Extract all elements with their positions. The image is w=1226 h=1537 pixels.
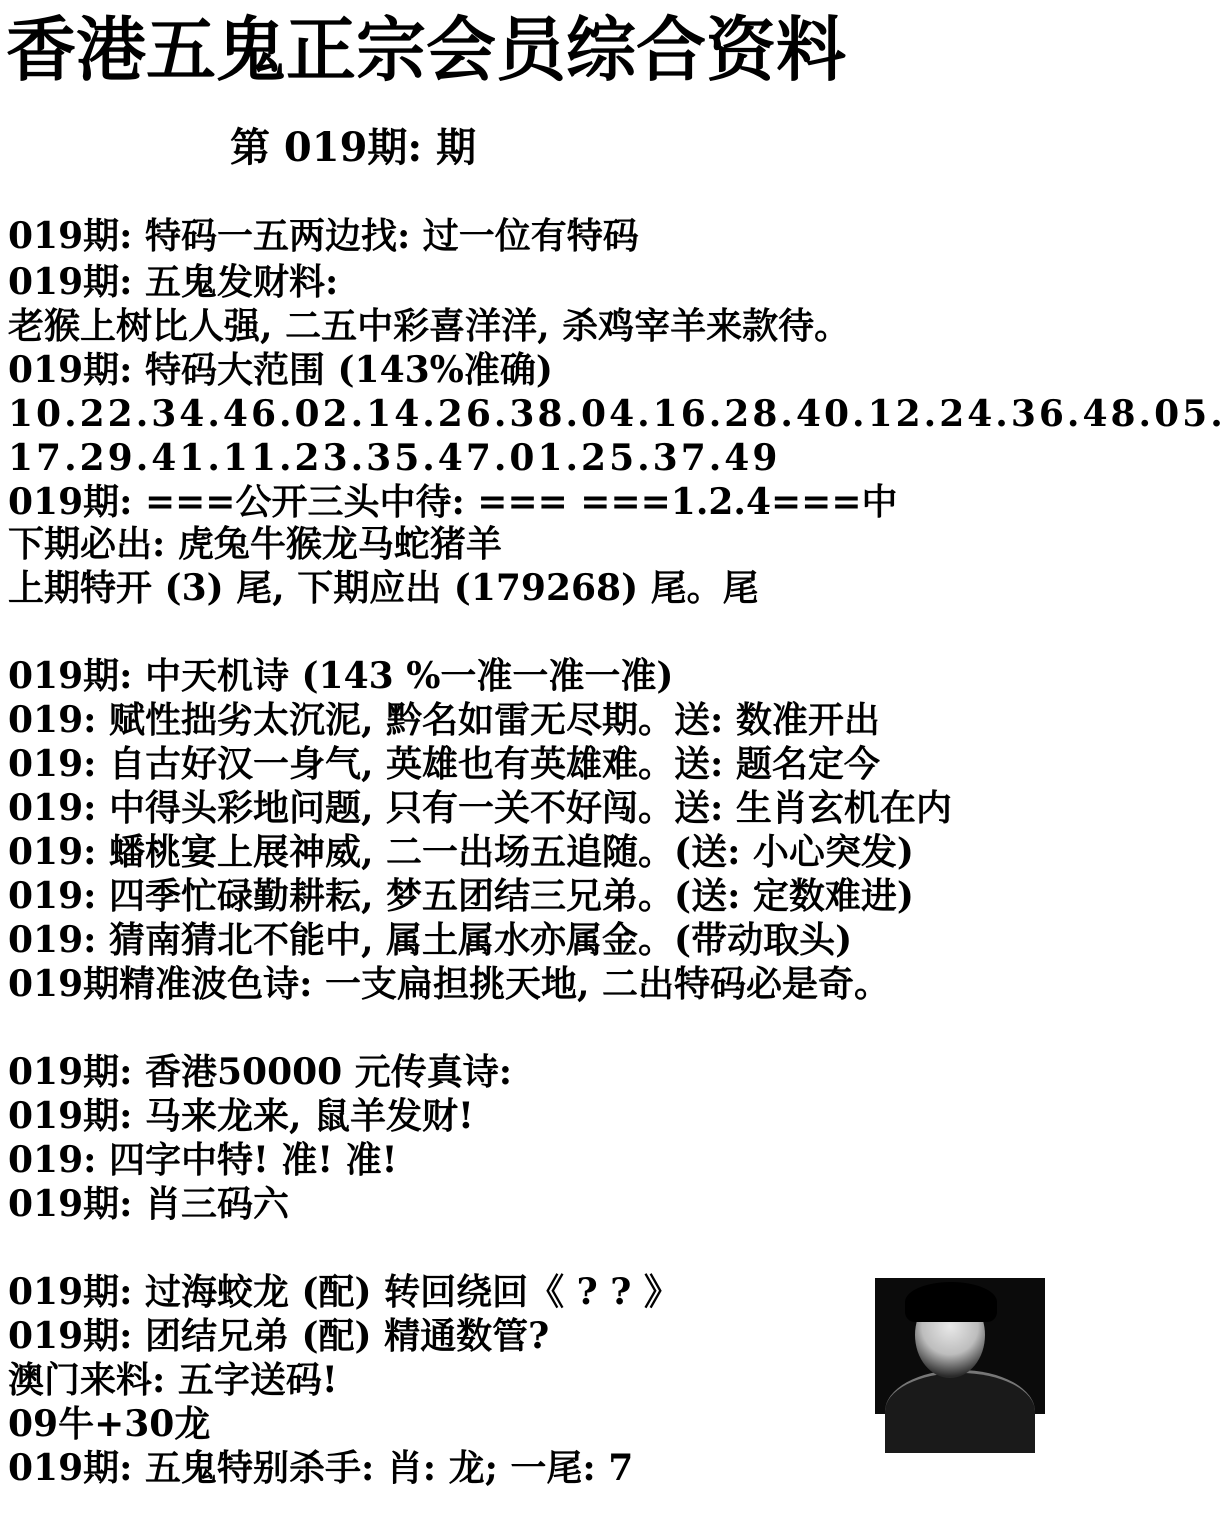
issue-header: 第 019期: 期 xyxy=(230,124,477,171)
photo-shoulder xyxy=(885,1370,1035,1453)
poem-line: 019: 蟠桃宴上展神威, 二一出场五追随。(送: 小心突发) xyxy=(8,831,914,873)
poem-line: 019: 赋性拙劣太沉泥, 黔名如雷无尽期。送: 数准开出 xyxy=(8,699,880,741)
poem-line: 019: 猜南猜北不能中, 属土属水亦属金。(带动取头) xyxy=(8,919,853,961)
text-line: 澳门来料: 五字送码! xyxy=(8,1359,338,1401)
text-line: 019期: ===公开三头中待: === ===1.2.4===中 xyxy=(8,481,898,523)
text-line: 09牛+30龙 xyxy=(8,1403,211,1445)
portrait-photo xyxy=(875,1278,1045,1414)
text-line: 019期: 特码一五两边找: 过一位有特码 xyxy=(8,215,639,257)
text-line: 019期: 团结兄弟 (配) 精通数管? xyxy=(8,1315,550,1357)
text-line: 019期精准波色诗: 一支扁担挑天地, 二出特码必是奇。 xyxy=(8,963,891,1005)
text-line: 019期: 特码大范围 (143%准确) xyxy=(8,349,553,391)
text-line: 019期: 香港50000 元传真诗: xyxy=(8,1051,513,1093)
number-list-line: 10.22.34.46.02.14.26.38.04.16.28.40.12.24.36.48.05. xyxy=(8,393,1226,435)
text-line: 019期: 五鬼发财料: xyxy=(8,261,339,303)
text-line: 019期: 五鬼特别杀手: 肖: 龙; 一尾: 7 xyxy=(8,1447,634,1489)
poem-line: 019: 中得头彩地问题, 只有一关不好闯。送: 生肖玄机在内 xyxy=(8,787,952,829)
text-line: 上期特开 (3) 尾, 下期应出 (179268) 尾。尾 xyxy=(8,567,759,609)
text-line: 019期: 过海蛟龙 (配) 转回绕回《 ? ? 》 xyxy=(8,1271,680,1313)
text-line: 下期必出: 虎兔牛猴龙马蛇猪羊 xyxy=(8,523,502,565)
photo-hair xyxy=(905,1282,997,1322)
text-line: 019期: 中天机诗 (143 %一准一准一准) xyxy=(8,655,674,697)
text-line: 019: 四字中特! 准! 准! xyxy=(8,1139,398,1181)
text-line: 019期: 马来龙来, 鼠羊发财! xyxy=(8,1095,474,1137)
number-list-line: 17.29.41.11.23.35.47.01.25.37.49 xyxy=(8,437,781,479)
text-line: 老猴上树比人强, 二五中彩喜洋洋, 杀鸡宰羊来款待。 xyxy=(8,305,851,347)
page-title: 香港五鬼正宗会员综合资料 xyxy=(6,9,846,91)
poem-line: 019: 四季忙碌勤耕耘, 梦五团结三兄弟。(送: 定数难进) xyxy=(8,875,914,917)
poem-line: 019: 自古好汉一身气, 英雄也有英雄难。送: 题名定今 xyxy=(8,743,880,785)
text-line: 019期: 肖三码六 xyxy=(8,1183,289,1225)
